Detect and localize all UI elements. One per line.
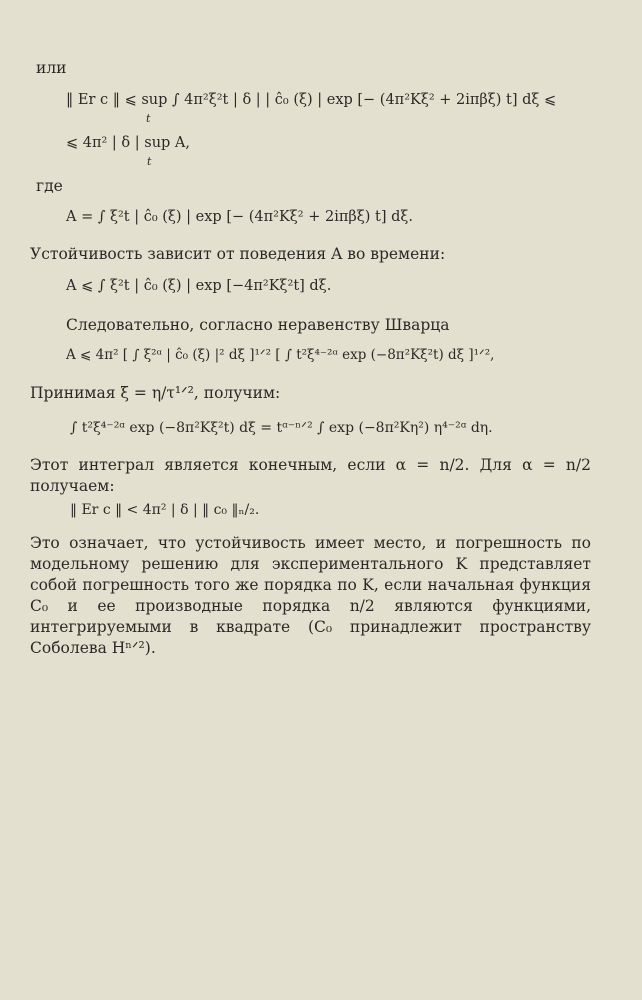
paragraph-conclusion: Это означает, что устойчивость имеет место, и погрешность по модельному решению для экспериментального K представляет собой погрешность того же порядка по K, если начальная функция C₀ и ее производные порядка n/2 являются функциями, интегрируемыми в квадрате (C₀ принадлежит пространству Соболева Hⁿᐟ²). xyxy=(30,534,591,657)
paragraph-integral-finite: Этот интеграл является конечным, если α = n/2. Для α = n/2 получаем: xyxy=(30,456,591,495)
text-schwarz: Следовательно, согласно неравенству Шварца xyxy=(66,316,450,334)
equation-schwarz-inequality: A ⩽ 4π² [ ∫ ξ²ᵅ | ĉ₀ (ξ) |² dξ ]¹ᐟ² [ ∫ t²ξ⁴⁻²ᵅ exp (−8π²Kξ²t) dξ ]¹ᐟ², xyxy=(66,347,495,363)
text-stability-depends: Устойчивость зависит от поведения A во времени: xyxy=(30,245,446,263)
text-substitution: Принимая ξ = η/τ¹ᐟ², получим: xyxy=(30,384,281,402)
text-gde: где xyxy=(36,177,63,195)
equation-error-bound-cont: ⩽ 4π² | δ | sup A, xyxy=(66,135,191,151)
equation-error-bound: ‖ Er c ‖ ⩽ sup ∫ 4π²ξ²t | δ | | ĉ₀ (ξ) | exp [− (4π²Kξ² + 2iπβξ) t] dξ ⩽ xyxy=(66,92,557,108)
equation-final-bound: ‖ Er c ‖ < 4π² | δ | ‖ c₀ ‖ₙ/₂. xyxy=(70,502,260,518)
sup-subscript-2: t xyxy=(147,155,152,168)
equation-A-definition: A = ∫ ξ²t | ĉ₀ (ξ) | exp [− (4π²Kξ² + 2iπβξ) t] dξ. xyxy=(66,209,413,225)
equation-A-bound: A ⩽ ∫ ξ²t | ĉ₀ (ξ) | exp [−4π²Kξ²t] dξ. xyxy=(66,278,332,294)
text-ili: или xyxy=(36,59,67,77)
equation-integral-transform: ∫ t²ξ⁴⁻²ᵅ exp (−8π²Kξ²t) dξ = tᵅ⁻ⁿᐟ² ∫ exp (−8π²Kη²) η⁴⁻²ᵅ dη. xyxy=(70,420,493,436)
sup-subscript-1: t xyxy=(146,112,151,125)
